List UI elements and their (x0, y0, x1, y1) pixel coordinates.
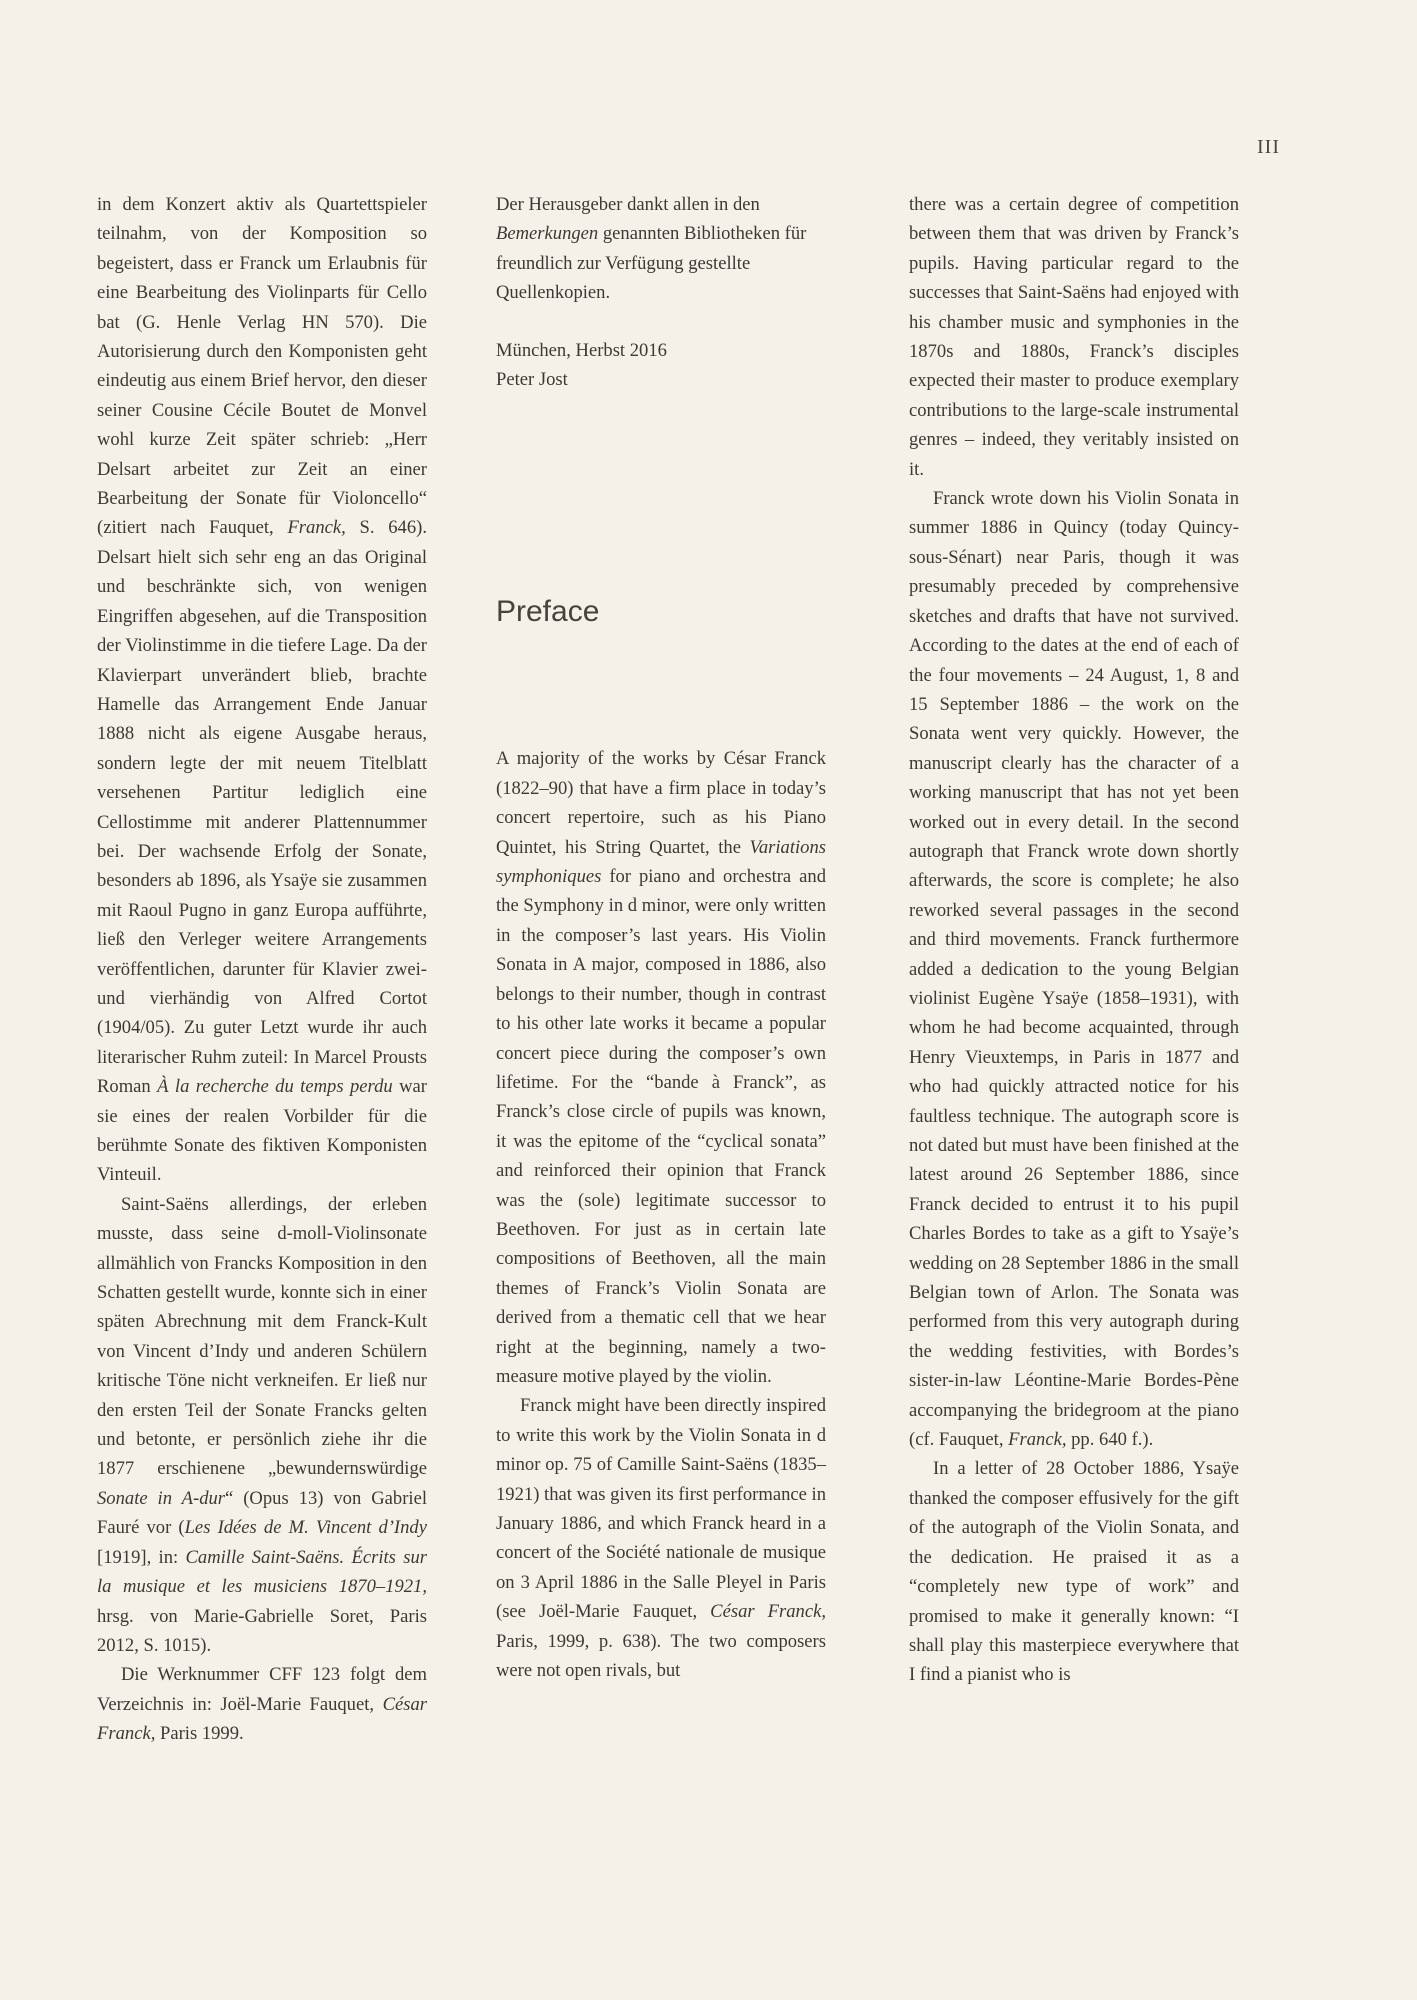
italic-title: Les Idées de M. Vincent d’Indy (184, 1517, 427, 1539)
english-paragraph-2: Franck wrote down his Violin Sonata in summer 1886 in Quincy (today Quincy-sous-Sénart) near Paris, though it was presumably preceded by comprehensive sketches and drafts that have not survived. According to the dates at the end of each of the four movements – 24 August, 1, 8 and 15 September 1886 – the work on the Sonata went very quickly. However, the manuscript clearly has the character of a working manuscript that has not yet been worked out in every detail. In the second autograph that Franck wrote down shortly afterwards, the score is complete; he also reworked several passages in the second and third movements. Franck furthermore added a dedication to the young Belgian violinist Eugène Ysaÿe (1858–1931), with whom he had become acquainted, through Henry Vieuxtemps, in Paris in 1877 and who had quickly attracted notice for his faultless technique. The autograph score is not dated but must have been finished at the latest around 26 September 1886, since Franck decided to entrust it to his pupil Charles Bordes to take as a gift to Ysaÿe’s wedding on 28 September 1886 in the small Belgian town of Arlon. The Sonata was performed from this very autograph during the wedding festivities, with Bordes’s sister-in-law Léontine-Marie Bordes-Pène accompanying the bridegroom at the piano (cf. Fauquet, Franck, pp. 640 f.). (909, 488, 1239, 1451)
german-paragraph-3: Die Werknummer CFF 123 folgt dem Verzeichnis in: Joël-Marie Fauquet, César Franck, Paris 1999. (97, 1664, 427, 1745)
german-paragraph-1: in dem Konzert aktiv als Quartettspieler teilnahm, von der Komposition so begeistert, dass er Franck um Erlaubnis für eine Bearbeitung des Violinparts für Cello bat (G. Henle Verlag HN 570). Die Autorisierung durch den Komponisten geht eindeutig aus einem Brief hervor, den dieser seiner Cousine Cécile Boutet de Monvel wohl kurze Zeit später schrieb: „Herr Delsart arbeitet zur Zeit an einer Bearbeitung der Sonate für Violoncello“ (zitiert nach Fauquet, Franck, S. 646). Delsart hielt sich sehr eng an das Original und beschränkte sich, von wenigen Eingriffen abgesehen, auf die Transposition der Violinstimme in die tiefere Lage. Da der Klavierpart unverändert blieb, brachte Hamelle das Arrangement Ende Januar 1888 nicht als eigene Ausgabe heraus, sondern legte der mit neuem Titelblatt versehenen Partitur lediglich eine Cellostimme mit anderer Plattennummer bei. Der wachsende Erfolg der Sonate, besonders ab 1896, als Ysaÿe sie zusammen mit Raoul Pugno in ganz Europa aufführte, ließ den Verleger weitere Arrangements veröffentlichen, darunter für Klavier zwei- und vierhändig von Alfred Cortot (1904/05). Zu guter Letzt wurde ihr auch literarischer Ruhm zuteil: In Marcel Prousts Roman À la recherche du temps perdu war sie eines der realen Vorbilder für die berühmte Sonate des fiktiven Komponisten Vinteuil. (97, 194, 427, 1186)
acknowledgement-paragraph: Der Herausgeber dankt allen in den Bemerkungen genannten Bibliotheken für freundlich zur Verfügung gestellte Quellenkopien. (496, 194, 807, 304)
italic-title: Camille Saint-Saëns. Écrits sur la musique et les musiciens 1870–1921, (97, 1546, 427, 1598)
page-number: III (1257, 136, 1280, 158)
editor-name: Peter Jost (496, 369, 568, 391)
preface-heading: Preface (496, 595, 600, 629)
middle-column (496, 190, 826, 1685)
italic-title: Sonate in A-dur (97, 1487, 226, 1509)
preface-paragraph-2: Franck might have been directly inspired to write this work by the Violin Sonata in d minor op. 75 of Camille Saint-Saëns (1835–1921) that was given its first performance in January 1886, and which Franck heard in a concert of the Société nationale de musique on 3 April 1886 in the Salle Pleyel in Paris (see Joël-Marie Fauquet, César Franck, Paris, 1999, p. 638). The two composers were not open rivals, but (496, 1395, 826, 1682)
italic-title: Bemerkungen (496, 223, 599, 245)
italic-title: À la recherche du temps perdu (157, 1076, 393, 1098)
preface-paragraph-1: A majority of the works by César Franck (1822–90) that have a firm place in today’s concert repertoire, such as his Piano Quintet, his String Quartet, the Variations symphoniques for piano and orchestra and the Symphony in d minor, were only written in the composer’s last years. His Violin Sonata in A major, composed in 1886, also belongs to their number, though in contrast to his other late works it became a popular concert piece during the composer’s own lifetime. For the “bande à Franck”, as Franck’s close circle of pupils was known, it was the epitome of the “cyclical sonata” and reinforced their opinion that Franck was the (sole) legitimate successor to Beethoven. For just as in certain late compositions of Beethoven, all the main themes of Franck’s Violin Sonata are derived from a thematic cell that we hear right at the beginning, namely a two-measure motive played by the violin. (496, 748, 826, 1387)
italic-title: Franck, (1008, 1429, 1067, 1451)
english-paragraph-3: In a letter of 28 October 1886, Ysaÿe thanked the composer effusively for the gift of the autograph of the Violin Sonata, and the dedication. He praised it as a “completely new type of work” and promised to make it generally known: “I shall play this masterpiece everywhere that I find a pianist who is (909, 1458, 1239, 1686)
german-column (97, 190, 427, 1749)
italic-title: Variations symphoniques (496, 836, 826, 888)
english-column (909, 190, 1239, 1690)
english-paragraph-1: there was a certain degree of competition between them that was driven by Franck’s pupils. Having particular regard to the successes that Saint-Saëns had enjoyed with his chamber music and symphonies in the 1870s and 1880s, Franck’s disciples expected their master to produce exemplary contributions to the large-scale instrumental genres – indeed, they veritably insisted on it. (909, 194, 1239, 480)
italic-title: César Franck, (710, 1601, 826, 1623)
italic-title: César Franck, (97, 1693, 427, 1745)
italic-title: Franck, (287, 517, 346, 539)
place-date: München, Herbst 2016 (496, 339, 667, 361)
german-paragraph-2: Saint-Saëns allerdings, der erleben musste, dass seine d-moll-Violinsonate allmählich von Francks Komposition in den Schatten gestellt wurde, konnte sich in einer späten Abrechnung mit dem Franck-Kult von Vincent d’Indy und anderen Schülern kritische Töne nicht verkneifen. Er ließ nur den ersten Teil der Sonate Francks gelten und betonte, er persönlich ziehe ihr die 1877 erschienene „bewundernswürdige Sonate in A-dur“ (Opus 13) von Gabriel Fauré vor (Les Idées de M. Vincent d’Indy [1919], in: Camille Saint-Saëns. Écrits sur la musique et les musiciens 1870–1921, hrsg. von Marie-Gabrielle Soret, Paris 2012, S. 1015). (97, 1193, 427, 1656)
